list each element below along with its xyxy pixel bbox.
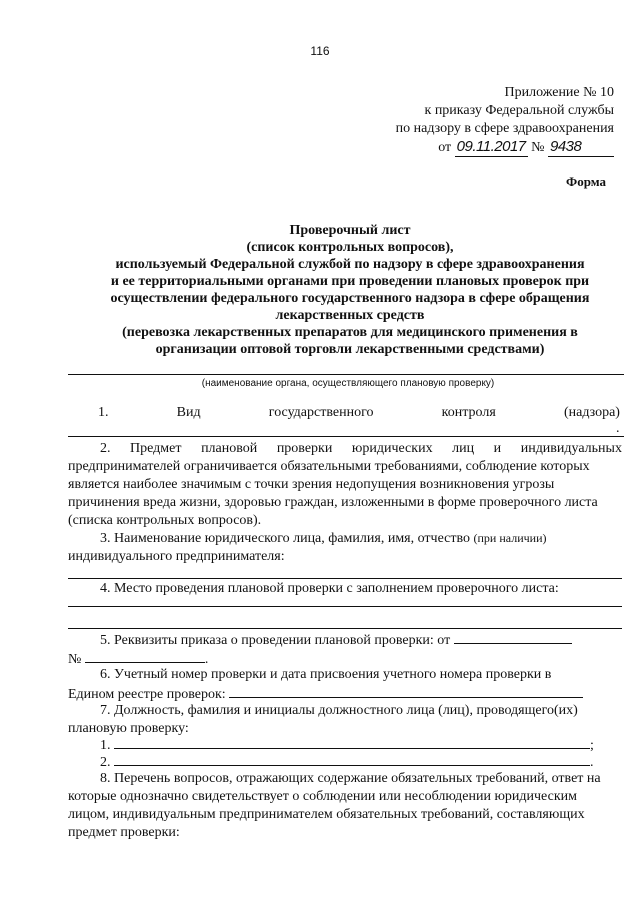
appendix-date-line bbox=[354, 138, 614, 157]
order-date-field[interactable] bbox=[454, 630, 572, 644]
sub-2-end: . bbox=[590, 755, 594, 770]
item-1-word: государственного bbox=[268, 405, 374, 420]
item-3-line-2: индивидуального предпринимателя: bbox=[68, 549, 285, 564]
handwritten-number: 9438 bbox=[548, 138, 614, 157]
item-2-word: проверки bbox=[276, 441, 333, 456]
item-3-line-1 bbox=[100, 530, 547, 547]
title-line-4: и ее территориальными органами при проведении плановых проверок при bbox=[110, 274, 590, 289]
document-title bbox=[70, 222, 630, 358]
title-line-1: Проверочный лист bbox=[289, 223, 411, 238]
title-line-8: организации оптовой торговли лекарственными средствами) bbox=[155, 342, 545, 357]
item-8-line-3: лицом, индивидуальным предпринимателем обязательных требований, составляющих bbox=[68, 807, 585, 822]
inspector-2-field[interactable] bbox=[114, 752, 590, 766]
item-2-line-1 bbox=[100, 440, 622, 457]
item-3-main: 3. Наименование юридического лица, фамилия, имя, отчество bbox=[100, 531, 471, 546]
title-line-6: лекарственных средств bbox=[275, 308, 425, 323]
appendix-line-1: Приложение № 10 bbox=[504, 85, 614, 100]
appendix-line-2: к приказу Федеральной службы bbox=[424, 103, 614, 118]
item-5-line-1 bbox=[100, 630, 572, 649]
inspector-1-field[interactable] bbox=[114, 735, 590, 749]
control-type-line[interactable] bbox=[68, 436, 624, 437]
item-6-text: Едином реестре проверок: bbox=[68, 687, 226, 702]
title-line-3: используемый Федеральной службой по надзору в сфере здравоохранения bbox=[115, 257, 585, 272]
item-2-word: Предмет bbox=[130, 441, 182, 456]
item-5-no: № bbox=[68, 652, 82, 667]
item-3-note: (при наличии) bbox=[473, 531, 547, 545]
item-1-end: . bbox=[616, 421, 620, 436]
legal-entity-name-line[interactable] bbox=[68, 578, 622, 579]
organ-name-line[interactable] bbox=[68, 374, 624, 375]
title-line-7: (перевозка лекарственных препаратов для медицинского применения в bbox=[122, 325, 578, 340]
item-4-line: 4. Место проведения плановой проверки с заполнением проверочного листа: bbox=[100, 581, 559, 596]
item-1-word: 1. bbox=[98, 405, 109, 420]
item-8-line-1: 8. Перечень вопросов, отражающих содержание обязательных требований, ответ на bbox=[100, 771, 601, 786]
item-2-word: индивидуальных bbox=[520, 441, 622, 456]
item-2-word: и bbox=[493, 441, 502, 456]
item-1-line bbox=[98, 404, 620, 421]
item-8-line-2: которые однозначно свидетельствует о соблюдении или несоблюдении юридическим bbox=[68, 789, 577, 804]
place-line-1[interactable] bbox=[68, 606, 622, 607]
form-label: Форма bbox=[566, 174, 606, 189]
registry-number-field[interactable] bbox=[229, 684, 583, 698]
handwritten-date: 09.11.2017 bbox=[456, 138, 526, 155]
item-2-line-3: является наиболее значимым с точки зрения недопущения возникновения угрозы bbox=[68, 477, 555, 492]
item-7-line-1: 7. Должность, фамилия и инициалы должностного лица (лиц), проводящего(их) bbox=[100, 703, 578, 718]
item-5-end: . bbox=[204, 652, 209, 667]
order-number-field[interactable] bbox=[85, 649, 205, 663]
item-2-word: лиц bbox=[452, 441, 475, 456]
number-prefix: № bbox=[531, 140, 545, 155]
item-8-line-4: предмет проверки: bbox=[68, 825, 180, 840]
item-2-line-4: причинения вреда жизни, здоровью граждан, изложенными в форме проверочного листа bbox=[68, 495, 598, 510]
item-5-text: 5. Реквизиты приказа о проведении плановой проверки: от bbox=[100, 633, 451, 648]
page-number: 116 bbox=[310, 44, 330, 58]
title-line-2: (список контрольных вопросов), bbox=[246, 240, 454, 255]
item-1-word: контроля bbox=[441, 405, 496, 420]
date-prefix: от bbox=[438, 140, 452, 155]
item-6-line-2 bbox=[68, 684, 583, 703]
title-line-5: осуществлении федерального государственного надзора в сфере обращения bbox=[110, 291, 590, 306]
item-2-word: 2. bbox=[100, 441, 111, 456]
sub-2-label: 2. bbox=[100, 755, 111, 770]
place-line-2[interactable] bbox=[68, 628, 622, 629]
item-7-sub-2 bbox=[100, 752, 594, 771]
item-2-word: плановой bbox=[201, 441, 258, 456]
appendix-line-3: по надзору в сфере здравоохранения bbox=[395, 121, 614, 136]
sub-1-label: 1. bbox=[100, 738, 111, 753]
item-2-word: юридических bbox=[351, 441, 433, 456]
item-6-line-1: 6. Учетный номер проверки и дата присвоения учетного номера проверки в bbox=[100, 667, 552, 682]
organ-caption: (наименование органа, осуществляющего плановую проверку) bbox=[201, 378, 495, 389]
item-1-word: Вид bbox=[176, 405, 201, 420]
sub-1-end: ; bbox=[590, 738, 594, 753]
item-2-line-2: предпринимателей ограничивается обязательными требованиями, соблюдение которых bbox=[68, 459, 590, 474]
item-1-word: (надзора) bbox=[563, 405, 620, 420]
item-7-line-2: плановую проверку: bbox=[68, 721, 189, 736]
appendix-block bbox=[354, 84, 614, 157]
item-2-line-5: (списка контрольных вопросов). bbox=[68, 513, 262, 528]
